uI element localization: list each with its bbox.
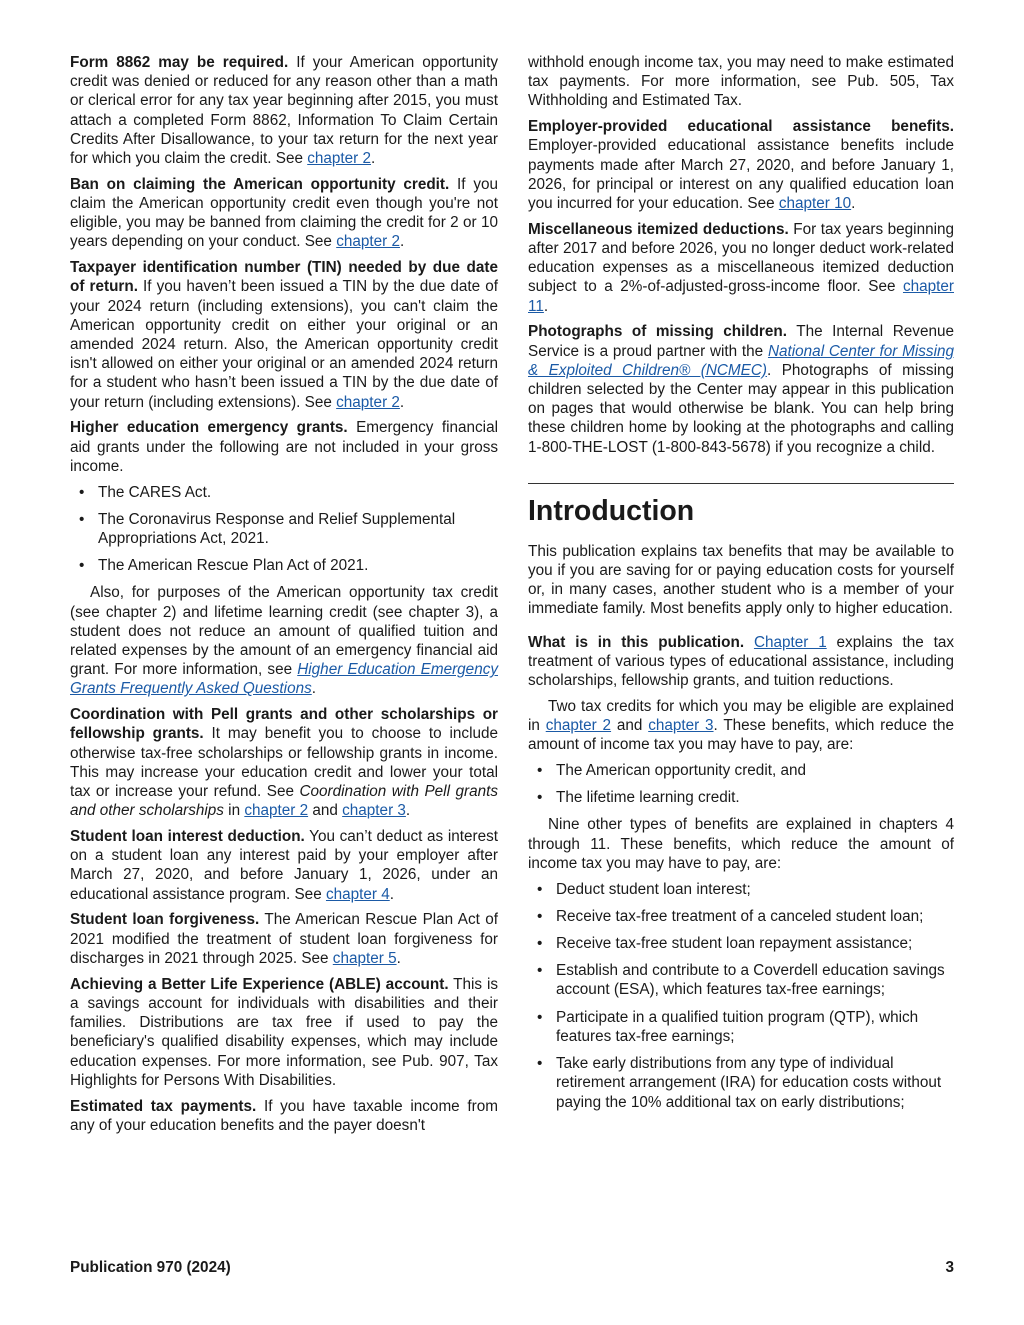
chapter-2-link[interactable]: chapter 2 <box>336 233 400 251</box>
text: . These benefits, which reduce the amount of income tax you may have to pay, are: <box>528 717 955 754</box>
page-footer <box>70 1258 954 1277</box>
emergency-grants-paragraph <box>70 418 498 476</box>
text: Also, for purposes of the American opportunity tax credit (see chapter 2) and lifetime learning credit (see chapter 3), a student does not reduce an amount of qualified tuition and related expenses by the amount of an emergency financial aid grant. For more information, see <box>70 584 498 679</box>
heading: Student loan interest deduction. <box>70 828 305 846</box>
text: This is a savings account for individuals with disabilities and their families. Distributions are tax free if used to pay the beneficiary's qualified disability expenses, which may include education expenses. For more information, see Pub. 907, Tax Highlights for Persons With Disabilities. <box>70 975 499 1089</box>
pell-paragraph <box>70 705 498 820</box>
text: . <box>396 949 401 967</box>
able-paragraph <box>70 975 498 1090</box>
heading: What is in this publication. <box>528 633 745 651</box>
text: . <box>399 233 405 251</box>
text: For tax years beginning after 2017 and before 2026, you no longer deduct work-related education expenses as a miscellaneous itemized deduction subject to a 2%-of-adjusted-gross-income floor. See <box>528 220 954 296</box>
list-item: • Establish and contribute to a Coverdell education savings account (ESA), which features tax-free earnings; <box>528 961 954 999</box>
list-item: • Take early distributions from any type of individual retirement arrangement (IRA) for education costs without paying the 10% additional tax on early distributions; <box>528 1054 954 1112</box>
tin-paragraph <box>70 258 498 412</box>
publication-title: Publication 970 (2024) <box>70 1259 231 1276</box>
text: You can’t deduct as interest on a student loan any interest paid by your employer after March 27, 2020, and before January 1, 2026, under an educational assistance program. See <box>70 828 498 903</box>
text: . <box>311 680 316 698</box>
list-item: • Participate in a qualified tuition program (QTP), which features tax-free earnings; <box>528 1008 954 1046</box>
text: . <box>371 150 376 168</box>
text: . <box>389 885 394 903</box>
chapter-5-link[interactable]: chapter 5 <box>332 949 397 967</box>
text: . <box>851 195 856 213</box>
emergency-grants-followup <box>70 583 498 698</box>
text: and <box>611 717 649 735</box>
chapter-2-link[interactable]: chapter 2 <box>307 150 371 168</box>
two-credits-paragraph <box>528 697 954 755</box>
chapter-4-link[interactable]: chapter 4 <box>325 885 390 903</box>
left-column <box>70 53 498 1142</box>
list-item: • Receive tax-free treatment of a canceled student loan; <box>528 907 954 926</box>
ban-paragraph <box>70 175 498 252</box>
text: Employer-provided educational assistance benefits include payments made after March 27, 2020, and before January 1, 2026, for principal or interest on any qualified education loan you incurred for your education. See <box>528 137 954 213</box>
form-8862-paragraph <box>70 53 498 168</box>
chapter-10-link[interactable]: chapter 10 <box>778 195 852 213</box>
list-item: • The American Rescue Plan Act of 2021. <box>70 556 498 575</box>
list-item: • The American opportunity credit, and <box>528 761 954 780</box>
text: in <box>223 802 245 820</box>
heading: Photographs of missing children. <box>528 323 787 341</box>
heading: Ban on claiming the American opportunity credit. <box>70 175 450 193</box>
heading: Employer-provided educational assistance benefits. <box>528 118 954 136</box>
heeg-faq-link[interactable]: Higher Education Emergency Grants Frequently Asked Questions <box>70 661 498 698</box>
heading: Achieving a Better Life Experience (ABLE) account. <box>70 975 449 993</box>
student-loan-forgiveness-paragraph <box>70 910 498 968</box>
text: . <box>405 802 411 820</box>
chapter-2-link[interactable]: chapter 2 <box>545 717 612 735</box>
text: If you have taxable income from any of your education benefits and the payer doesn't <box>70 1097 498 1134</box>
text: The American Rescue Plan Act of 2021 modified the treatment of student loan forgiveness for discharges in 2021 through 2025. See <box>70 911 498 967</box>
heading: Form 8862 may be required. <box>70 54 289 71</box>
text: . <box>399 393 405 411</box>
estimated-tax-paragraph <box>70 1097 498 1135</box>
list-item: • The Coronavirus Response and Relief Supplemental Appropriations Act, 2021. <box>70 510 498 548</box>
text: explains the tax treatment of various types of educational assistance, including scholarships, fellowship grants, and tuition reductions. <box>528 633 954 690</box>
misc-deductions-paragraph <box>528 220 954 316</box>
chapter-2-link[interactable]: chapter 2 <box>244 802 309 820</box>
italic-ref: Coordination with Pell grants and other scholarships <box>70 783 498 820</box>
text: Emergency financial aid grants under the following are not included in your gross income. <box>70 419 498 475</box>
list-item: • Deduct student loan interest; <box>528 880 954 899</box>
student-loan-interest-paragraph <box>70 827 498 904</box>
text: and <box>308 802 343 820</box>
introduction-heading: Introduction <box>528 494 695 527</box>
text: It may benefit you to choose to include otherwise tax-free scholarships or fellowship grants in income. This may increase your education credit and lower your total tax or increase your refund. See <box>70 725 498 801</box>
missing-children-paragraph <box>528 322 954 456</box>
text: . <box>543 297 549 315</box>
text <box>744 634 754 651</box>
page-number: 3 <box>945 1259 954 1276</box>
heading: Higher education emergency grants. <box>70 419 348 437</box>
text: If your American opportunity credit was denied or reduced for any reason other than a math or clerical error for any tax year beginning after 2015, you must attach a completed Form 8862, Information To Claim Certain Credits After Disallowance, to your tax return for the next year for which you claim the credit. See <box>70 54 498 168</box>
heading: Student loan forgiveness. <box>70 911 260 929</box>
nine-benefits-paragraph: Nine other types of benefits are explained in chapters 4 through 11. These benefits, which reduce the amount of income tax you may have to pay, are: <box>528 816 954 872</box>
list-item: • Receive tax-free student loan repayment assistance; <box>528 934 954 953</box>
chapter-2-link[interactable]: chapter 2 <box>336 393 400 411</box>
text: The Internal Revenue Service is a proud partner with the <box>528 323 954 360</box>
chapter-11-link[interactable]: chapter 11 <box>528 278 954 315</box>
heading: Taxpayer identification number (TIN) needed by due date of return. <box>70 259 498 296</box>
credits-list <box>528 761 954 807</box>
section-divider <box>528 483 954 484</box>
ncmec-link[interactable]: National Center for Missing & Exploited Children® (NCMEC) <box>528 342 954 379</box>
introduction-paragraph: This publication explains tax benefits that may be available to you if you are saving for or paying education costs for yourself or, in many cases, another student who is a member of your immediate family. Most benefits apply only to higher education. <box>528 542 954 618</box>
heading: Coordination with Pell grants and other scholarships or fellowship grants. <box>70 706 498 743</box>
text: . Photographs of missing children selected by the Center may appear in this publication on pages that would otherwise be blank. You can help bring these children home by looking at the photographs and calling 1-800-THE-LOST (1-800-843-5678) if you recognize a child. <box>528 361 954 456</box>
list-item: • The lifetime learning credit. <box>528 788 954 807</box>
right-column <box>528 53 954 1120</box>
estimated-tax-continuation: withhold enough income tax, you may need to make estimated tax payments. For more information, see Pub. 505, Tax Withholding and Estimated Tax. <box>528 54 954 110</box>
heading: Miscellaneous itemized deductions. <box>528 220 789 238</box>
benefits-list <box>528 880 954 1112</box>
text: If you haven’t been issued a TIN by the due date of your 2024 return (including extensions), you can't claim the American opportunity credit on either your original or an amended 2024 return. Also, the American opportunity credit isn't allowed on either your original or an amended 2024 return for a student who hasn’t been issued a TIN by the due date of your return (including extensions). See <box>70 278 498 411</box>
text: Two tax credits for which you may be eligible are explained in <box>528 697 954 735</box>
chapter-1-link[interactable]: Chapter 1 <box>753 633 827 651</box>
emergency-grants-list <box>70 483 498 576</box>
heading: Estimated tax payments. <box>70 1097 257 1115</box>
chapter-3-link[interactable]: chapter 3 <box>342 802 406 820</box>
what-in-publication-paragraph <box>528 633 954 691</box>
chapter-3-link[interactable]: chapter 3 <box>648 717 714 735</box>
text: If you claim the American opportunity credit even though you're not eligible, you may be banned from claiming the credit for 2 or 10 years depending on your conduct. See <box>70 175 498 251</box>
list-item: • The CARES Act. <box>70 483 498 502</box>
employer-benefits-paragraph <box>528 117 954 213</box>
